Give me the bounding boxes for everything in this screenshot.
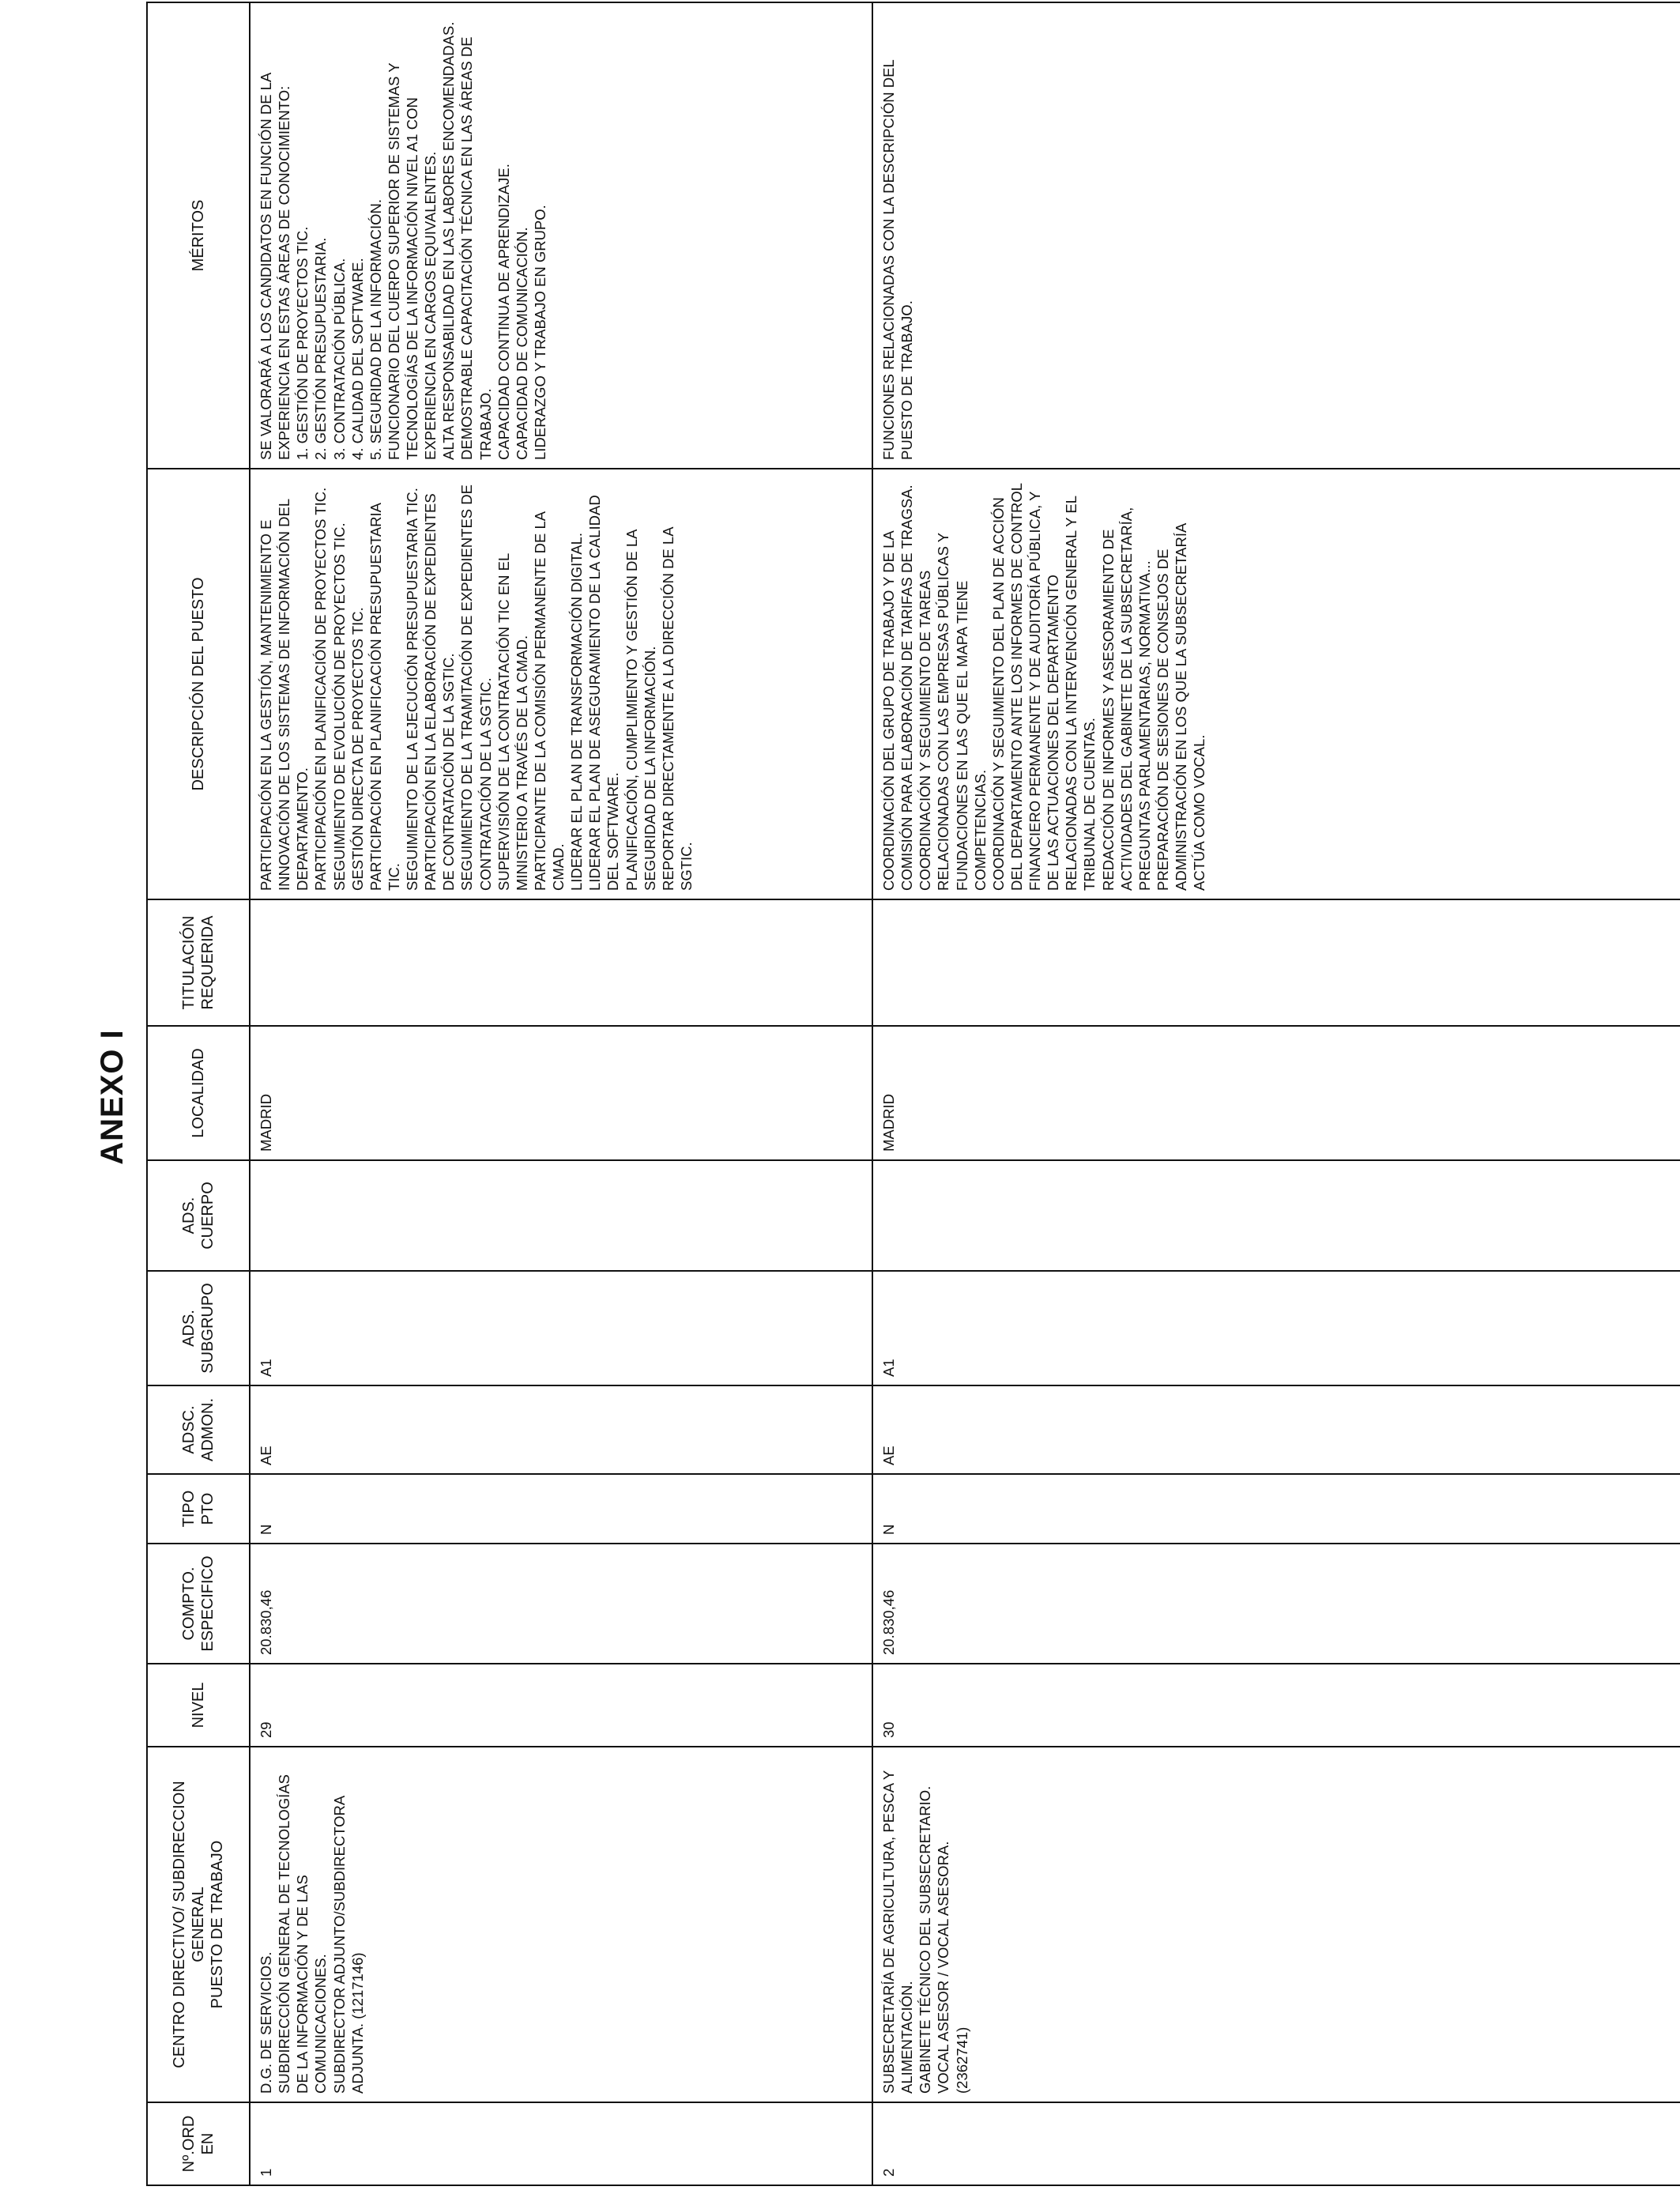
header-centro: CENTRO DIRECTIVO/ SUBDIRECCION GENERAL PUESTO DE TRABAJO [147,1747,250,2102]
cell-ads-cuerpo [250,1160,872,1271]
positions-table [146,2,1680,2186]
header-num: Nº.ORD EN [147,2102,250,2185]
table-row [872,2,1680,2185]
header-ads-cuerpo: ADS. CUERPO [147,1160,250,1271]
cell-ads-subgrupo: A1 [872,1271,1680,1385]
cell-nivel: 29 [250,1664,872,1747]
header-tipo: TIPO PTO [147,1474,250,1544]
cell-adsc-admon: AE [872,1385,1680,1474]
cell-centro: D.G. DE SERVICIOS. SUBDIRECCIÓN GENERAL DE TECNOLOGÍAS DE LA INFORMACIÓN Y DE LAS COMUNICACIONES. SUBDIRECTOR ADJUNTO/SUBDIRECTORA ADJUNTA. (1217146) [250,1747,872,2102]
cell-tipo: N [250,1474,872,1544]
cell-titulacion [250,899,872,1026]
cell-localidad: MADRID [872,1026,1680,1160]
cell-descripcion: COORDINACIÓN DEL GRUPO DE TRABAJO Y DE LA COMISIÓN PARA ELABORACIÓN DE TARIFAS DE TRAGSA. COORDINACIÓN Y SEGUIMIENTO DE TAREAS RELACIONADAS CON LAS EMPRESAS PÚBLICAS Y FUNDACIONES EN LAS QUE EL MAPA TIENE COMPETENCIAS. COORDINACIÓN Y SEGUIMIENTO DEL PLAN DE ACCIÓN DEL DEPARTAMENTO ANTE LOS INFORMES DE CONTROL FINANCIERO PERMANENTE Y DE AUDITORÍA PÚBLICA, Y DE LAS ACTUACIONES DEL DEPARTAMENTO RELACIONADAS CON LA INTERVENCIÓN GENERAL Y EL TRIBUNAL DE CUENTAS. REDACCIÓN DE INFORMES Y ASESORAMIENTO DE ACTIVIDADES DEL GABINETE DE LA SUBSECRETARÍA, PREGUNTAS PARLAMENTARIAS, NORMATIVA... PREPARACIÓN DE SESIONES DE CONSEJOS DE ADMINISTRACIÓN EN LOS QUE LA SUBSECRETARÍA ACTÚA COMO VOCAL. [872,469,1680,899]
cell-num: 2 [872,2102,1680,2185]
cell-meritos: SE VALORARÁ A LOS CANDIDATOS EN FUNCIÓN DE LA EXPERIENCIA EN ESTAS ÁREAS DE CONOCIMIENTO: 1. GESTIÓN DE PROYECTOS TIC. 2. GESTIÓN PRESUPUESTARIA. 3. CONTRATACIÓN PÚBLICA. 4. CALIDAD DEL SOFTWARE. 5. SEGURIDAD DE LA INFORMACIÓN. FUNCIONARIO DEL CUERPO SUPERIOR DE SISTEMAS Y TECNOLOGÍAS DE LA INFORMACIÓN NIVEL A1 CON EXPERIENCIA EN CARGOS EQUIVALENTES. ALTA RESPONSABILIDAD EN LAS LABORES ENCOMENDADAS. DEMOSTRABLE CAPACITACIÓN TÉCNICA EN LAS ÁREAS DE TRABAJO. CAPACIDAD CONTINUA DE APRENDIZAJE. CAPACIDAD DE COMUNICACIÓN. LIDERAZGO Y TRABAJO EN GRUPO. [250,2,872,469]
header-nivel: NIVEL [147,1664,250,1747]
cell-ads-subgrupo: A1 [250,1271,872,1385]
table-row [250,2,872,2185]
page-title: ANEXO I [95,1029,130,1165]
cell-ads-cuerpo [872,1160,1680,1271]
header-row [147,2,250,2185]
header-compto: COMPTO. ESPECIFICO [147,1544,250,1664]
header-localidad: LOCALIDAD [147,1026,250,1160]
cell-meritos: FUNCIONES RELACIONADAS CON LA DESCRIPCIÓN DEL PUESTO DE TRABAJO. [872,2,1680,469]
cell-compto: 20.830,46 [872,1544,1680,1664]
cell-nivel: 30 [872,1664,1680,1747]
header-titulacion: TITULACIÓN REQUERIDA [147,899,250,1026]
cell-titulacion [872,899,1680,1026]
cell-tipo: N [872,1474,1680,1544]
cell-descripcion: PARTICIPACIÓN EN LA GESTIÓN, MANTENIMIENTO E INNOVACIÓN DE LOS SISTEMAS DE INFORMACIÓN DEL DEPARTAMENTO. PARTICIPACIÓN EN PLANIFICACIÓN DE PROYECTOS TIC. SEGUIMIENTO DE EVOLUCIÓN DE PROYECTOS TIC. GESTIÓN DIRECTA DE PROYECTOS TIC. PARTICIPACIÓN EN PLANIFICACIÓN PRESUPUESTARIA TIC. SEGUIMIENTO DE LA EJECUCIÓN PRESUPUESTARIA TIC. PARTICIPACIÓN EN LA ELABORACIÓN DE EXPEDIENTES DE CONTRATACIÓN DE LA SGTIC. SEGUIMIENTO DE LA TRAMITACIÓN DE EXPEDIENTES DE CONTRATACIÓN DE LA SGTIC. SUPERVISIÓN DE LA CONTRATACIÓN TIC EN EL MINISTERIO A TRAVÉS DE LA CMAD. PARTICIPANTE DE LA COMISIÓN PERMANENTE DE LA CMAD. LIDERAR EL PLAN DE TRANSFORMACIÓN DIGITAL. LIDERAR EL PLAN DE ASEGURAMIENTO DE LA CALIDAD DEL SOFTWARE. PLANIFICACIÓN, CUMPLIMIENTO Y GESTIÓN DE LA SEGURIDAD DE LA INFORMACIÓN. REPORTAR DIRECTAMENTE A LA DIRECCIÓN DE LA SGTIC. [250,469,872,899]
cell-adsc-admon: AE [250,1385,872,1474]
header-adsc-admon: ADSC. ADMON. [147,1385,250,1474]
cell-compto: 20.830,46 [250,1544,872,1664]
cell-localidad: MADRID [250,1026,872,1160]
header-descripcion: DESCRIPCIÓN DEL PUESTO [147,469,250,899]
cell-num: 1 [250,2102,872,2185]
header-meritos: MÉRITOS [147,2,250,469]
header-ads-subgrupo: ADS. SUBGRUPO [147,1271,250,1385]
cell-centro: SUBSECRETARÍA DE AGRICULTURA, PESCA Y ALIMENTACIÓN. GABINETE TÉCNICO DEL SUBSECRETARIO. VOCAL ASESOR / VOCAL ASESORA. (2362741) [872,1747,1680,2102]
